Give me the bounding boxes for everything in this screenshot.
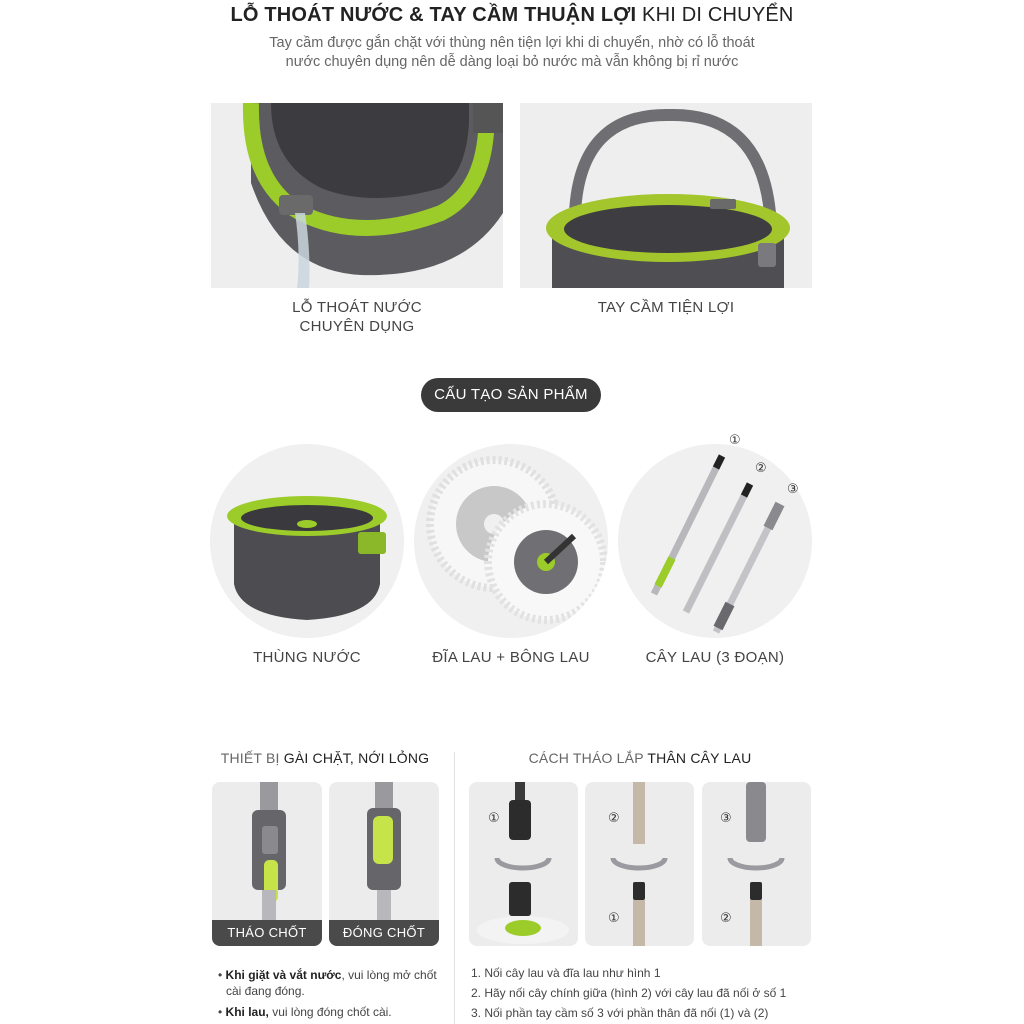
- subtitle-line-2: nước chuyên dụng nên dễ dàng loại bỏ nước mà vẫn không bị rỉ nước: [285, 54, 739, 70]
- lock-illustration: [329, 782, 439, 920]
- title-rest: KHI DI CHUYỂN: [636, 4, 794, 26]
- handle-photo: [520, 103, 812, 288]
- drain-photo: [211, 103, 503, 288]
- title-amp: &: [403, 4, 430, 26]
- pads-illustration: [414, 444, 608, 638]
- bucket-circle: [210, 444, 404, 638]
- assembly-heading-dark: THÂN CÂY LAU: [647, 750, 752, 766]
- assembly-heading-light: CÁCH THÁO LẮP: [528, 750, 648, 766]
- title-drain: LỖ THOÁT NƯỚC: [230, 4, 404, 26]
- pole-number-3: ③: [787, 481, 799, 496]
- assembly-1-illustration: [469, 782, 578, 946]
- lock-label: ĐÓNG CHỐT: [329, 920, 439, 946]
- poles-caption: CÂY LAU (3 ĐOẠN): [645, 649, 785, 666]
- section-divider: [454, 752, 455, 1024]
- note2-bold: Khi lau,: [225, 1005, 269, 1019]
- handle-bucket-illustration: [520, 103, 812, 288]
- step-2: 2. Hãy nối cây chính giữa (hình 2) với cây lau đã nối ở số 1: [471, 986, 787, 1000]
- unlock-tile: [212, 782, 322, 946]
- assembly-2-illustration: [585, 782, 694, 946]
- drain-caption-line-1: LỖ THOÁT NƯỚC: [292, 299, 422, 316]
- tile-number-4: ①: [608, 910, 620, 925]
- structure-pill: CẤU TẠO SẢN PHẨM: [421, 378, 601, 412]
- handle-caption: TAY CẦM TIỆN LỢI: [597, 299, 735, 316]
- assembly-3-illustration: [702, 782, 811, 946]
- poles-circle: [618, 444, 812, 638]
- note2-rest: vui lòng đóng chốt cài.: [268, 1005, 392, 1019]
- drain-caption: [211, 298, 503, 336]
- pads-circle: [414, 444, 608, 638]
- page-subtitle: [0, 34, 1024, 72]
- step-1: 1. Nối cây lau và đĩa lau như hình 1: [471, 966, 661, 980]
- assembly-tile-2: [585, 782, 694, 946]
- page-title: [0, 4, 1024, 27]
- pads-caption: ĐĨA LAU + BÔNG LAU: [432, 649, 590, 666]
- assembly-section-heading: [470, 750, 810, 766]
- tile-number-1: ①: [488, 810, 500, 825]
- unlock-illustration: [212, 782, 322, 920]
- unlock-label: THÁO CHỐT: [212, 920, 322, 946]
- tile-number-3: ③: [720, 810, 732, 825]
- bucket-illustration: [210, 444, 404, 638]
- drain-bucket-illustration: [211, 103, 503, 288]
- pole-number-2: ②: [755, 460, 767, 475]
- lock-section-heading: [211, 750, 439, 766]
- poles-illustration: [618, 444, 812, 638]
- subtitle-line-1: Tay cầm được gắn chặt với thùng nên tiện lợi khi di chuyển, nhờ có lỗ thoát: [269, 35, 755, 51]
- lock-heading-light: THIẾT BỊ: [220, 750, 284, 766]
- assembly-tile-3: [702, 782, 811, 946]
- lock-note-1: • Khi giặt và vắt nước, vui lòng mở chốt cài đang đóng.: [218, 967, 448, 999]
- lock-note-2: • Khi lau, vui lòng đóng chốt cài.: [218, 1005, 392, 1019]
- step-3: 3. Nối phần tay cầm số 3 với phần thân đã nối (1) và (2): [471, 1006, 769, 1020]
- assembly-tile-1: [469, 782, 578, 946]
- tile-number-5: ②: [720, 910, 732, 925]
- drain-caption-line-2: CHUYÊN DỤNG: [299, 318, 415, 335]
- note1-line2: cài đang đóng.: [226, 984, 305, 998]
- pole-number-1: ①: [729, 432, 741, 447]
- title-handle: TAY CẦM THUẬN LỢI: [429, 4, 637, 26]
- lock-tile: [329, 782, 439, 946]
- lock-heading-dark: GÀI CHẶT, NỚI LỎNG: [283, 750, 430, 766]
- bucket-caption: THÙNG NƯỚC: [253, 649, 361, 666]
- note1-bold: Khi giặt và vắt nước: [225, 968, 342, 982]
- note1-rest: , vui lòng mở chốt: [341, 968, 437, 982]
- tile-number-2: ②: [608, 810, 620, 825]
